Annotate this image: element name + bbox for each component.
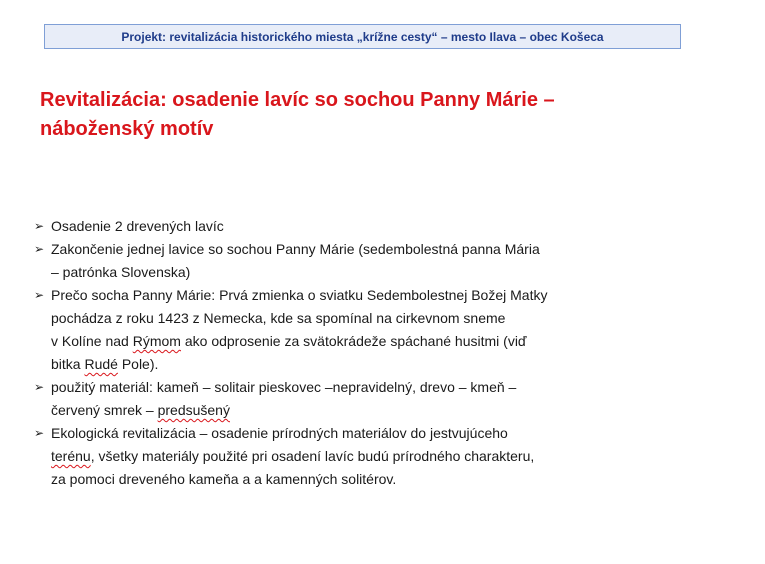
bullet-list — [34, 215, 734, 491]
arrow-bullet-icon: ➢ — [34, 288, 45, 302]
spellcheck-word: predsušený — [157, 402, 230, 418]
bullet-text: Ekologická revitalizácia – osadenie prírodných materiálov do jestvujúceho — [51, 425, 508, 441]
arrow-bullet-icon: ➢ — [34, 380, 45, 394]
bullet-text: – patrónka Slovenska) — [51, 264, 191, 280]
arrow-bullet-icon: ➢ — [34, 426, 45, 440]
slide-title — [40, 86, 680, 144]
bullet-text: Zakončenie jednej lavice so sochou Panny Márie (sedembolestná panna Mária — [51, 241, 540, 257]
bullet-text: pochádza z roku 1423 z Nemecka, kde sa spomínal na cirkevnom sneme — [51, 310, 506, 326]
text-fragment: bitka — [51, 356, 85, 372]
text-fragment: ako odprosenie za svätokrádeže spáchané husitmi (viď — [180, 333, 527, 349]
text-fragment: červený smrek – — [51, 402, 158, 418]
bullet-text: Osadenie 2 drevených lavíc — [51, 218, 224, 234]
slide-title-line-2: náboženský motív — [40, 118, 214, 140]
bullet-text-line — [51, 353, 734, 376]
bullet-item-benches — [34, 215, 734, 238]
project-header-text: Projekt: revitalizácia historického miesta „krížne cesty“ – mesto Ilava – obec Košeca — [121, 29, 604, 44]
spellcheck-word: Rudé — [84, 356, 118, 372]
arrow-bullet-icon: ➢ — [34, 242, 45, 256]
bullet-item-ecological — [34, 422, 734, 491]
arrow-bullet-icon: ➢ — [34, 219, 45, 233]
text-fragment: Pole). — [117, 356, 159, 372]
text-fragment: , všetky materiály použité pri osadení lavíc budú prírodného charakteru, — [90, 448, 535, 464]
bullet-item-material — [34, 376, 734, 422]
project-header-box — [44, 24, 681, 49]
bullet-text-line — [51, 445, 734, 468]
bullet-item-statue — [34, 238, 734, 284]
bullet-item-why-statue — [34, 284, 734, 376]
bullet-text-line — [51, 399, 734, 422]
slide-title-line-1: Revitalizácia: osadenie lavíc so sochou Panny Márie – — [40, 89, 555, 111]
bullet-text: použitý materiál: kameň – solitair pieskovec –nepravidelný, drevo – kmeň – — [51, 379, 517, 395]
bullet-text: za pomoci dreveného kameňa a a kamenných solitérov. — [51, 471, 397, 487]
bullet-text: Prečo socha Panny Márie: Prvá zmienka o sviatku Sedembolestnej Božej Matky — [51, 287, 548, 303]
spellcheck-word: terénu — [51, 448, 91, 464]
text-fragment: v Kolíne nad — [51, 333, 133, 349]
spellcheck-word: Rýmom — [132, 333, 181, 349]
bullet-text-line — [51, 330, 734, 353]
